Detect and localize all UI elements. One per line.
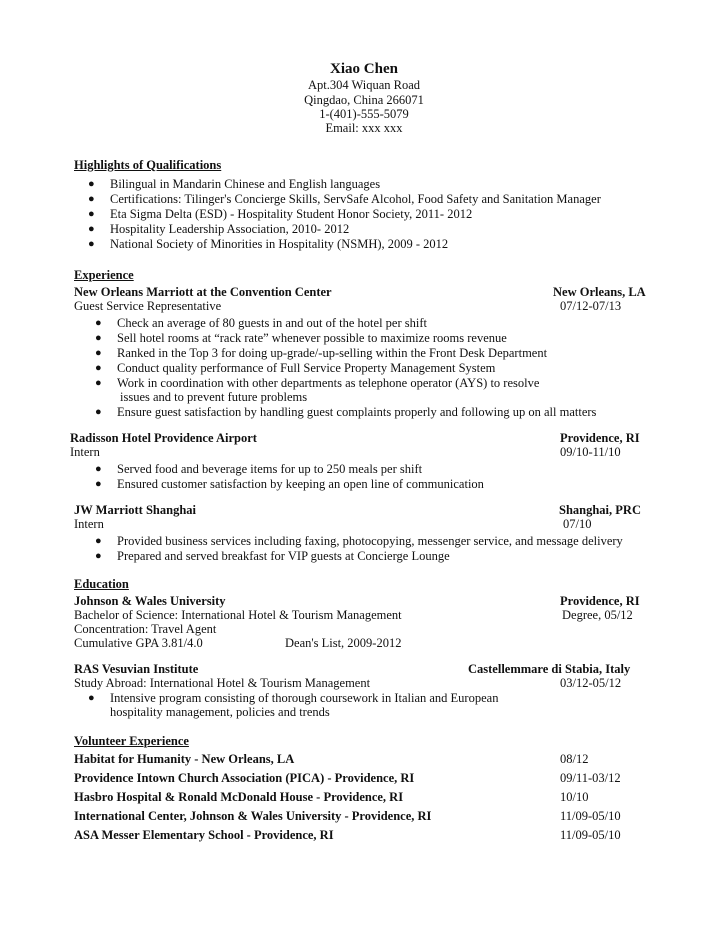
- study-bullet: Intensive program consisting of thorough coursework in Italian and European: [110, 691, 499, 705]
- job-location: Providence, RI: [560, 431, 640, 445]
- bullet-icon: ●: [95, 535, 102, 547]
- volunteer-heading: Volunteer Experience: [74, 734, 189, 748]
- bullet-icon: ●: [95, 377, 102, 389]
- job-dates: 07/12-07/13: [560, 299, 622, 313]
- degree-date: Degree, 05/12: [562, 608, 633, 622]
- school-name: Johnson & Wales University: [74, 594, 226, 608]
- job-bullet: Work in coordination with other departments as telephone operator (AYS) to resolve: [117, 376, 540, 390]
- bullet-icon: ●: [95, 463, 102, 475]
- job-bullet: Sell hotel rooms at “rack rate” whenever possible to maximize rooms revenue: [117, 331, 507, 345]
- phone: 1-(401)-555-5079: [319, 107, 409, 121]
- deans-list: Dean's List, 2009-2012: [285, 636, 402, 650]
- bullet-icon: ●: [88, 692, 95, 704]
- job-dates: 07/10: [563, 517, 592, 531]
- highlight-item: National Society of Minorities in Hospitality (NSMH), 2009 - 2012: [110, 237, 449, 251]
- school-location: Castellemmare di Stabia, Italy: [468, 662, 631, 676]
- job-bullet: Prepared and served breakfast for VIP guests at Concierge Lounge: [117, 549, 450, 563]
- study-dates: 03/12-05/12: [560, 676, 622, 690]
- job-role: Guest Service Representative: [74, 299, 222, 313]
- job-bullet: Check an average of 80 guests in and out of the hotel per shift: [117, 316, 427, 330]
- bullet-icon: ●: [88, 223, 95, 235]
- school-location: Providence, RI: [560, 594, 640, 608]
- volunteer-org: ASA Messer Elementary School - Providence, RI: [74, 828, 334, 842]
- job-role: Intern: [70, 445, 100, 459]
- volunteer-date: 09/11-03/12: [560, 771, 621, 785]
- highlight-item: Bilingual in Mandarin Chinese and English languages: [110, 177, 381, 191]
- bullet-icon: ●: [95, 478, 102, 490]
- bullet-icon: ●: [95, 362, 102, 374]
- bullet-icon: ●: [88, 178, 95, 190]
- bullet-icon: ●: [95, 347, 102, 359]
- volunteer-org: Hasbro Hospital & Ronald McDonald House - Providence, RI: [74, 790, 404, 804]
- highlights-heading: Highlights of Qualifications: [74, 158, 222, 172]
- volunteer-date: 11/09-05/10: [560, 828, 621, 842]
- volunteer-date: 08/12: [560, 752, 589, 766]
- highlight-item: Certifications: Tilinger's Concierge Skills, ServSafe Alcohol, Food Safety and Sanitation Manager: [110, 192, 601, 206]
- volunteer-date: 10/10: [560, 790, 589, 804]
- highlight-item: Eta Sigma Delta (ESD) - Hospitality Student Honor Society, 2011- 2012: [110, 207, 473, 221]
- bullet-icon: ●: [88, 193, 95, 205]
- bullet-icon: ●: [95, 550, 102, 562]
- experience-heading: Experience: [74, 268, 134, 282]
- bullet-icon: ●: [95, 406, 102, 418]
- study-abroad: Study Abroad: International Hotel & Tourism Management: [74, 676, 371, 690]
- highlight-item: Hospitality Leadership Association, 2010- 2012: [110, 222, 350, 236]
- job-location: New Orleans, LA: [553, 285, 646, 299]
- study-bullet-continuation: hospitality management, policies and trends: [110, 705, 330, 719]
- address-line-1: Apt.304 Wiquan Road: [307, 78, 421, 92]
- gpa: Cumulative GPA 3.81/4.0: [74, 636, 203, 650]
- volunteer-org: Habitat for Humanity - New Orleans, LA: [74, 752, 295, 766]
- job-dates: 09/10-11/10: [560, 445, 621, 459]
- volunteer-date: 11/09-05/10: [560, 809, 621, 823]
- concentration: Concentration: Travel Agent: [74, 622, 217, 636]
- bullet-icon: ●: [88, 208, 95, 220]
- job-bullet: Provided business services including faxing, photocopying, messenger service, and message delivery: [117, 534, 623, 548]
- job-bullet: Ensured customer satisfaction by keeping an open line of communication: [117, 477, 484, 491]
- education-heading: Education: [74, 577, 129, 591]
- job-bullet: Served food and beverage items for up to 250 meals per shift: [117, 462, 423, 476]
- job-bullet-continuation: issues and to prevent future problems: [120, 390, 308, 404]
- candidate-name: Xiao Chen: [330, 61, 398, 77]
- degree: Bachelor of Science: International Hotel & Tourism Management: [74, 608, 402, 622]
- address-line-2: Qingdao, China 266071: [304, 93, 424, 107]
- bullet-icon: ●: [88, 238, 95, 250]
- bullet-icon: ●: [95, 332, 102, 344]
- email: Email: xxx xxx: [325, 121, 403, 135]
- job-employer: New Orleans Marriott at the Convention Center: [74, 285, 332, 299]
- job-employer: Radisson Hotel Providence Airport: [70, 431, 257, 445]
- job-bullet: Ranked in the Top 3 for doing up-grade/-up-selling within the Front Desk Department: [117, 346, 548, 360]
- volunteer-org: Providence Intown Church Association (PICA) - Providence, RI: [74, 771, 415, 785]
- job-role: Intern: [74, 517, 104, 531]
- bullet-icon: ●: [95, 317, 102, 329]
- job-bullet: Conduct quality performance of Full Service Property Management System: [117, 361, 496, 375]
- school-name: RAS Vesuvian Institute: [74, 662, 199, 676]
- job-bullet: Ensure guest satisfaction by handling guest complaints properly and following up on all matters: [117, 405, 597, 419]
- job-location: Shanghai, PRC: [559, 503, 641, 517]
- job-employer: JW Marriott Shanghai: [74, 503, 196, 517]
- volunteer-org: International Center, Johnson & Wales University - Providence, RI: [74, 809, 432, 823]
